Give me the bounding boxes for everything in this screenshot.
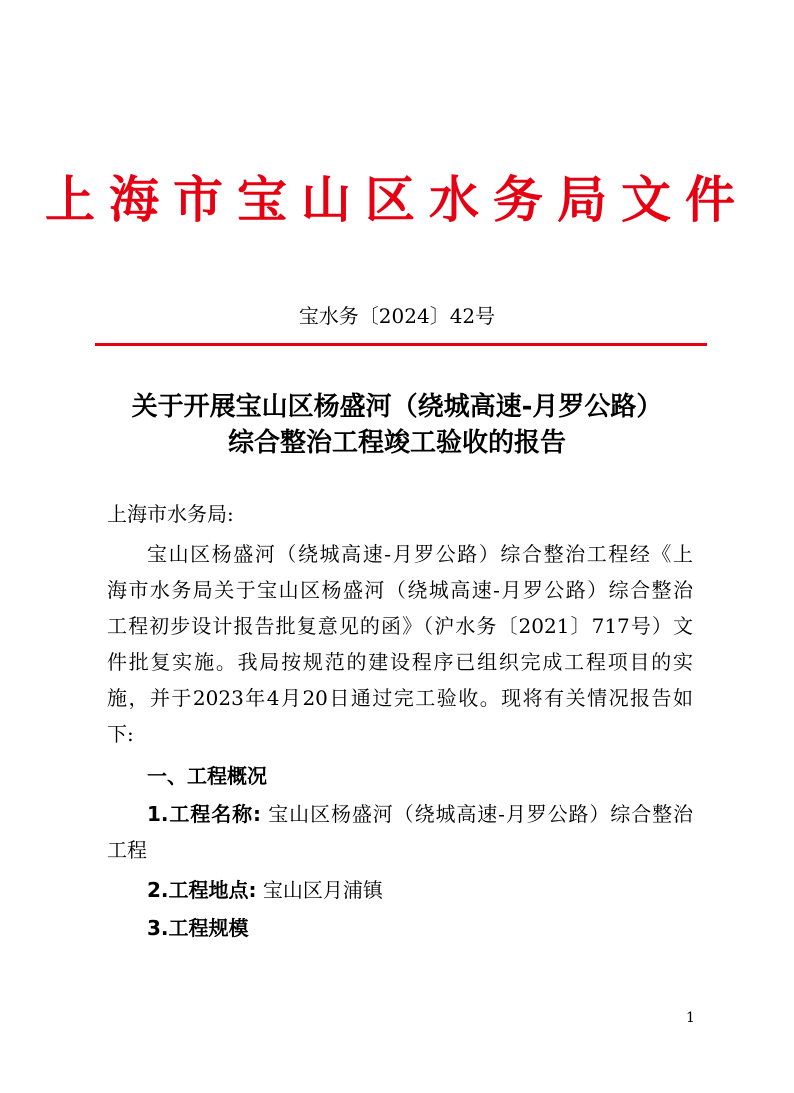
item-project-location [147,874,733,903]
paragraph-line: 下: [107,722,134,746]
red-divider [95,343,707,346]
paragraph-line: 工程初步设计报告批复意见的函》（沪水务〔2021〕717号）文 [107,614,693,638]
recipient: 上海市水务局: [107,502,234,526]
item-value: 宝山区月浦镇 [262,878,383,902]
document-number: 宝水务〔2024〕42号 [298,304,496,328]
item-value-continued: 工程 [107,838,147,862]
document-title-line-2: 综合整治工程竣工验收的报告 [227,428,566,458]
paragraph-line: 宝山区杨盛河（绕城高速-月罗公路）综合整治工程经《上 [147,542,693,566]
paragraph-line: 施，并于2023年4月20日通过完工验收。现将有关情况报告如 [107,686,693,710]
item-project-scale: 3.工程规模 [147,916,249,940]
item-label: 2.工程地点: [147,878,257,902]
document-header-title: 上海市宝山区水务局文件 [45,171,749,229]
item-project-name [147,798,693,827]
document-title-line-1: 关于开展宝山区杨盛河（绕城高速-月罗公路） [131,392,663,422]
section-heading: 一、工程概况 [147,764,267,788]
paragraph-line: 海市水务局关于宝山区杨盛河（绕城高速-月罗公路）综合整治 [107,578,693,602]
item-value: 宝山区杨盛河（绕城高速-月罗公路）综合整治 [268,802,694,826]
page-number: 1 [686,1010,695,1026]
item-label: 1.工程名称: [147,802,262,826]
paragraph-line: 件批复实施。我局按规范的建设程序已组织完成工程项目的实 [107,650,693,674]
